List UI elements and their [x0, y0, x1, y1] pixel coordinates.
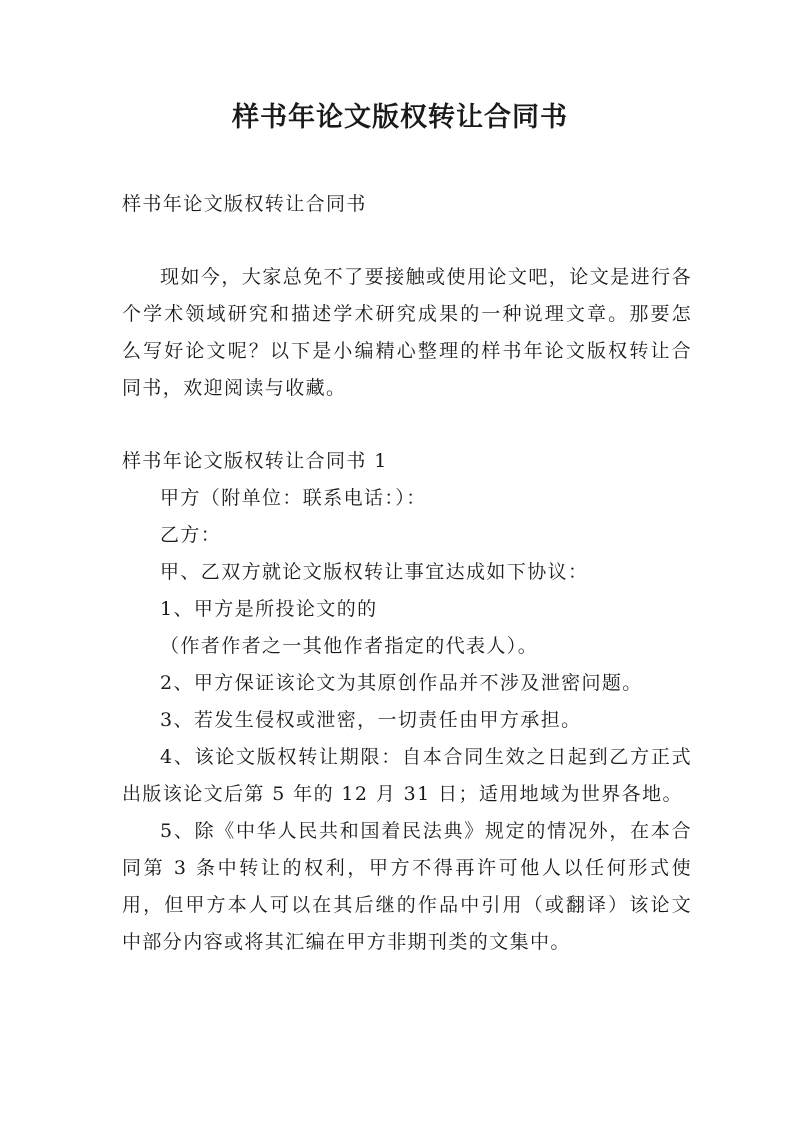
- document-body: [122, 186, 692, 961]
- intro-paragraph: 现如今，大家总免不了要接触或使用论文吧，论文是进行各个学术领域研究和描述学术研究成果的一种说理文章。那要怎么写好论文呢？以下是小编精心整理的样书年论文版权转让合同书，欢迎阅读与收藏。: [122, 266, 692, 399]
- clause-2: 2、甲方保证该论文为其原创作品并不涉及泄密问题。: [160, 672, 643, 694]
- clause-5: 5、除《中华人民共和国着民法典》规定的情况外，在本合同第 3 条中转让的权利，甲方不得再许可他人以任何形式使用，但甲方本人可以在其后继的作品中引用（或翻译）该论文中部分内容或将其汇编在甲方非期刊类的文集中。: [122, 820, 692, 953]
- document-subtitle: 样书年论文版权转让合同书: [122, 193, 367, 215]
- party-a-line: 甲方（附单位：联系电话：）：: [160, 487, 427, 509]
- clause-1-note: （作者作者之一其他作者指定的代表人）。: [160, 635, 539, 657]
- clause-4: 4、该论文版权转让期限：自本合同生效之日起到乙方正式出版该论文后第 5 年的 12 月 31 日；适用地域为世界各地。: [122, 746, 692, 805]
- clause-3: 3、若发生侵权或泄密，一切责任由甲方承担。: [160, 709, 582, 731]
- clause-1: 1、甲方是所投论文的的: [160, 598, 378, 620]
- party-b-line: 乙方：: [160, 524, 222, 546]
- section-heading: 样书年论文版权转让合同书 1: [122, 450, 388, 472]
- agreement-intro: 甲、乙双方就论文版权转让事宜达成如下协议：: [160, 561, 589, 583]
- document-title: 样书年论文版权转让合同书: [232, 102, 568, 133]
